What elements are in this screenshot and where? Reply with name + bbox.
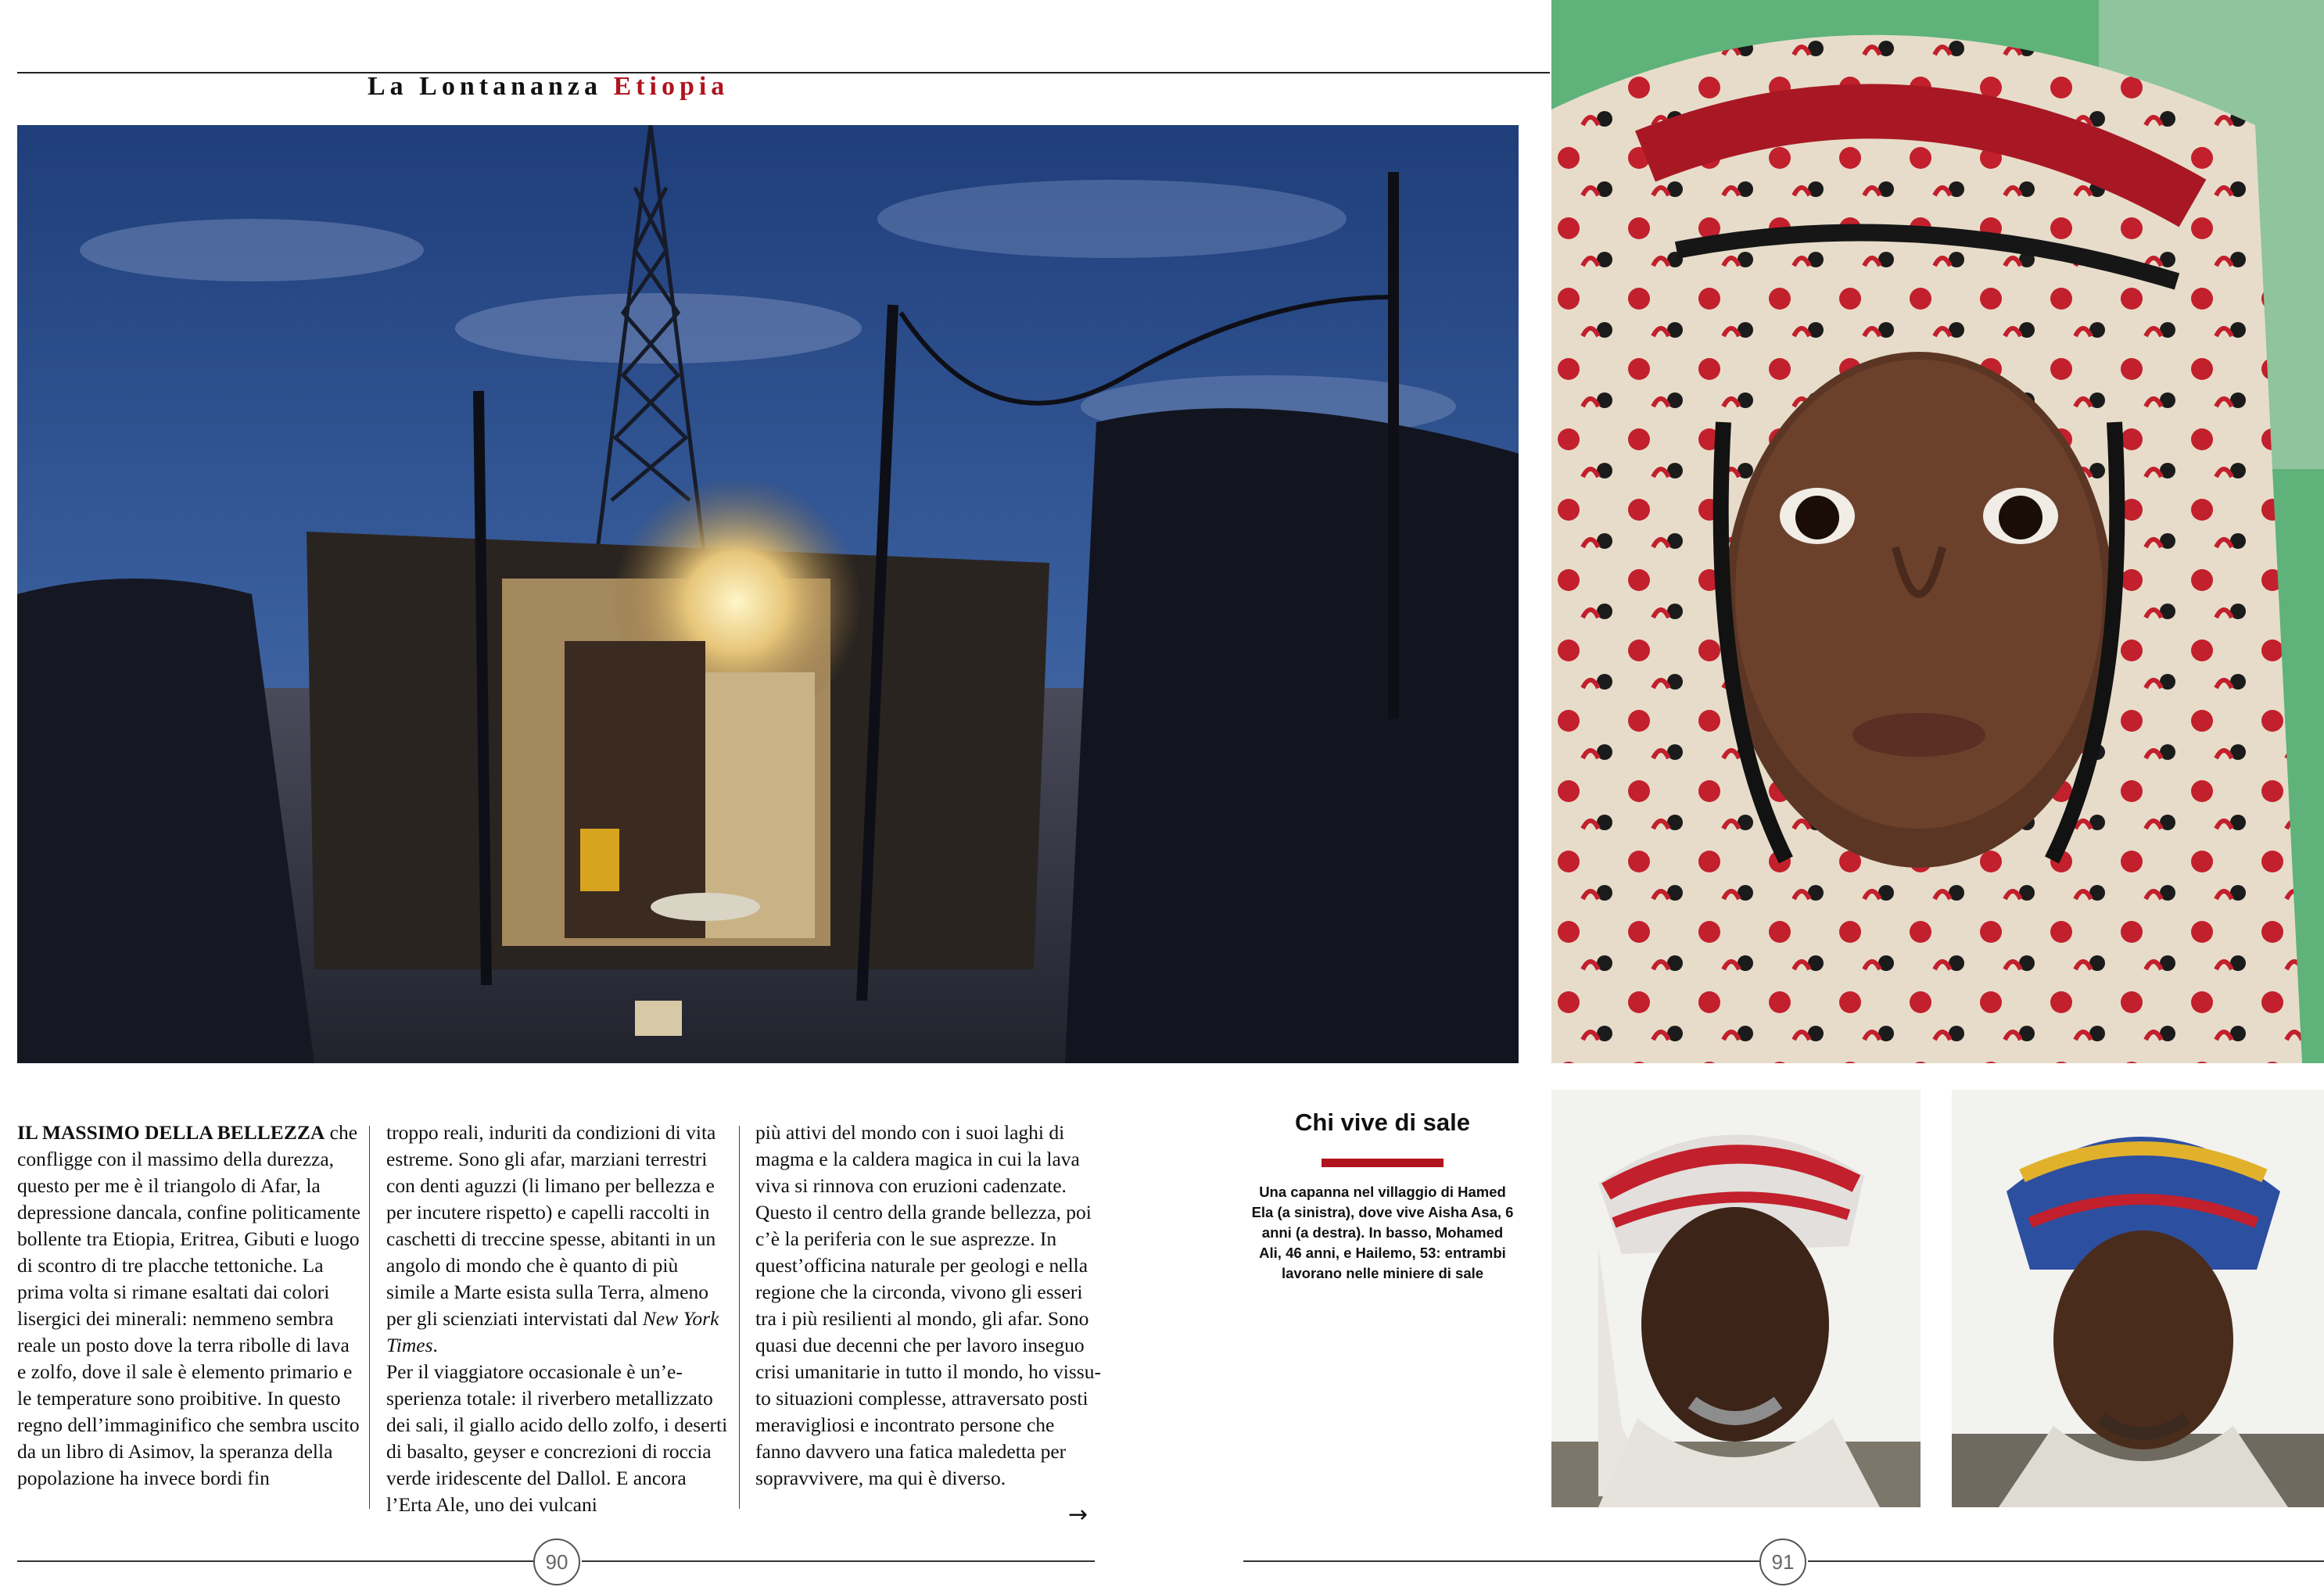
top-rule (17, 72, 1550, 73)
footer-rule (17, 1560, 533, 1562)
footer-rule (1808, 1560, 2324, 1562)
column-divider (369, 1126, 370, 1509)
page-number-left: 90 (533, 1539, 580, 1585)
article-col2-text: troppo reali, induriti da condizioni di vita estreme. Sono gli afar, marziani terrestri con denti aguzzi (li limano per bellezza e per incutere rispetto) e capelli raccolti in caschetti di treccine spesse, abitanti in un angolo di mondo che è quanto di più simile a Marte esista sulla Terra, almeno per gli scienziati intervistati dal (386, 1121, 716, 1330)
article-column-1 (17, 1119, 361, 1492)
footer-rule (1243, 1560, 1759, 1562)
article-col1-text: che confligge con il massimo della durezza, questo per me è il triangolo di Afar, la depressione dancala, confine politicamente bollente tra Etiopia, Eritrea, Gibuti e luogo di scontro di tre placche tettoniche. La prima volta si rimane esaltati dai colori lisergici dei minerali: nemmeno sembra reale un posto dove la terra ribolle di lava e zolfo, dove il sale è elemento primario e le temperature sono proibitive. In questo regno dell’immaginifico che sembra uscito da un libro di Asimov, la speranza della popolazione ha invece bordi fin (17, 1121, 360, 1489)
photo-caption: Una capanna nel villaggio di Hamed Ela (a sinistra), dove vive Aisha Asa, 6 anni (a destra). In basso, Mohamed Ali, 46 anni, e Hailemo, 53: entrambi lavorano nelle miniere di sale (1251, 1184, 1514, 1281)
column-divider (739, 1126, 740, 1509)
section-header (368, 72, 729, 102)
publication-name: New York Times (386, 1307, 719, 1356)
article-lead: IL MASSIMO DELLA BELLEZZA (17, 1121, 325, 1144)
article-col2-paragraph: Per il viaggiatore occasionale è un’esperienza totale: il riverbero metallizzato dei sali, il giallo acido dello zolfo, i deserti di basalto, geyser e concrezioni di roccia verde iridescente del Dallol. E ancora l’Erta Ale, uno dei vulcani (386, 1360, 728, 1516)
child-portrait-photo (1551, 0, 2324, 1063)
article-column-3 (755, 1119, 1101, 1492)
article-col2-period: . (432, 1334, 438, 1356)
footer-rule (582, 1560, 1095, 1562)
sidebar-title: Chi vive di sale (1295, 1109, 1470, 1136)
sidebar-accent-bar (1322, 1159, 1444, 1167)
continue-arrow-icon: → (1068, 1501, 1088, 1528)
section-country: Etiopia (613, 72, 730, 101)
man-portrait-blue-headwrap (1952, 1090, 2324, 1507)
article-column-2 (386, 1119, 730, 1518)
section-name: La Lontananza (368, 72, 602, 101)
man-portrait-red-headwrap (1551, 1090, 1921, 1507)
article-col3-text: più attivi del mondo con i suoi laghi di magma e la caldera magica in cui la lava viva si rinnova con eruzioni cadenzate. Questo il centro della grande bellezza, poi c’è la periferia con le sue asprezze. In quest’officina naturale per geologi e nella regione che la circonda, vivono gli esseri tra i più resilienti al mondo, gli afar. Sono quasi due decenni che per lavoro inseguo crisi umanitarie in tutto il mondo, ho vissuto situazioni complesse, attraversato posti meravigliosi e incontrato persone che fanno davvero una fatica maledetta per sopravvivere, ma qui è diverso. (755, 1121, 1101, 1489)
page-number-right: 91 (1759, 1539, 1806, 1585)
night-hut-photo (17, 125, 1519, 1063)
